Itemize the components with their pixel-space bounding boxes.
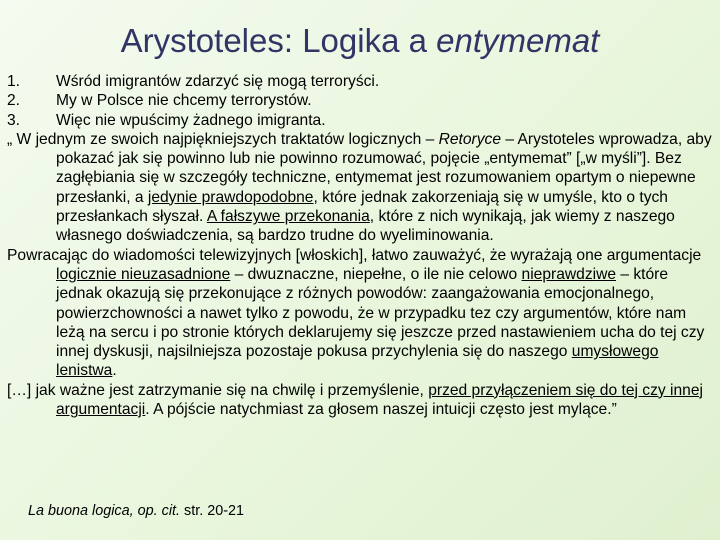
- list-text: My w Polsce nie chcemy terrorystów.: [56, 92, 312, 110]
- list-text: Więc nie wpuścimy żadnego imigranta.: [56, 111, 326, 129]
- quote-paragraph-2: [7, 246, 713, 381]
- quote-underlined-text: jedynie prawdopodobne: [147, 188, 314, 206]
- quote-underlined-text: nieprawdziwe: [521, 265, 617, 283]
- quote-underlined-text: przed przyłączeniem się do tej czy innej argumentacji: [56, 381, 703, 419]
- quote-underlined-text: umysłowego lenistwa: [56, 343, 659, 380]
- quote-text: – które jednak okazują się przekonujące z różnych powodów: zaangażowania emocjonalnego, powierzchowności a nawet tylko z powodu, że w przypadku tez czy argumentów, które nam leżą na sercu i po stronie których deklarujemy się jeszcze przed nastawieniem ucha do tej czy innej dyskusji, najsilniejsza pozostaje pokusa przychylenia się do naszego: [56, 265, 705, 361]
- quote-underlined-text: logicznie nieuzasadnione: [56, 265, 231, 283]
- citation-pages: str. 20-21: [180, 503, 245, 519]
- quote-text: , które jednak zakorzeniają się w umyśle, kto o tych przesłankach słyszał.: [56, 188, 668, 226]
- list-number: 2.: [7, 92, 21, 110]
- slide-title: [0, 22, 720, 60]
- list-number: 3.: [7, 111, 21, 129]
- citation: [28, 503, 244, 519]
- quote-text: , które z nich wynikają, jak wiemy z naszego własnego doświadczenia, są bardzo trudne do wyeliminowania.: [56, 208, 675, 245]
- quote-paragraph-3: [7, 381, 713, 420]
- quote-text: „ W jednym ze swoich najpiękniejszych traktatów logicznych –: [7, 130, 439, 148]
- quote-text: […] jak ważne jest zatrzymanie się na chwilę i przemyślenie,: [7, 381, 429, 399]
- quote-paragraph-1: [7, 130, 713, 246]
- title-normal: Arystoteles: Logika a: [120, 22, 437, 59]
- slide-body: [7, 72, 713, 419]
- list-item-2: [7, 91, 713, 110]
- quote-text: . A pójście natychmiast za głosem naszej intuicji często jest mylące.”: [145, 401, 617, 419]
- list-text: Wśród imigrantów zdarzyć się mogą terroryści.: [56, 73, 380, 90]
- list-item-3: [7, 111, 713, 130]
- quote-text: Powracając do wiadomości telewizyjnych [włoskich], łatwo zauważyć, że wyrażają one argumentacje: [7, 246, 702, 264]
- quote-text: .: [112, 362, 117, 380]
- quote-italic-text: Retoryce: [438, 130, 502, 148]
- list-item-1: [7, 72, 713, 91]
- quote-text: – Arystoteles wprowadza, aby pokazać jak się powinno lub nie powinno rozumować, pojęcie „entymemat” [„w myśli”]. Bez zagłębiania się w szczegóły techniczne, entymemat jest rozumowaniem opartym o niepewne przesłanki, a: [56, 130, 712, 206]
- list-number: 1.: [7, 73, 21, 90]
- title-italic: entymemat: [436, 22, 600, 59]
- quote-underlined-text: A fałszywe przekonania: [206, 208, 370, 226]
- quote-text: – dwuznaczne, niepełne, o ile nie celowo: [230, 265, 522, 283]
- citation-source: La buona logica, op. cit.: [28, 503, 181, 519]
